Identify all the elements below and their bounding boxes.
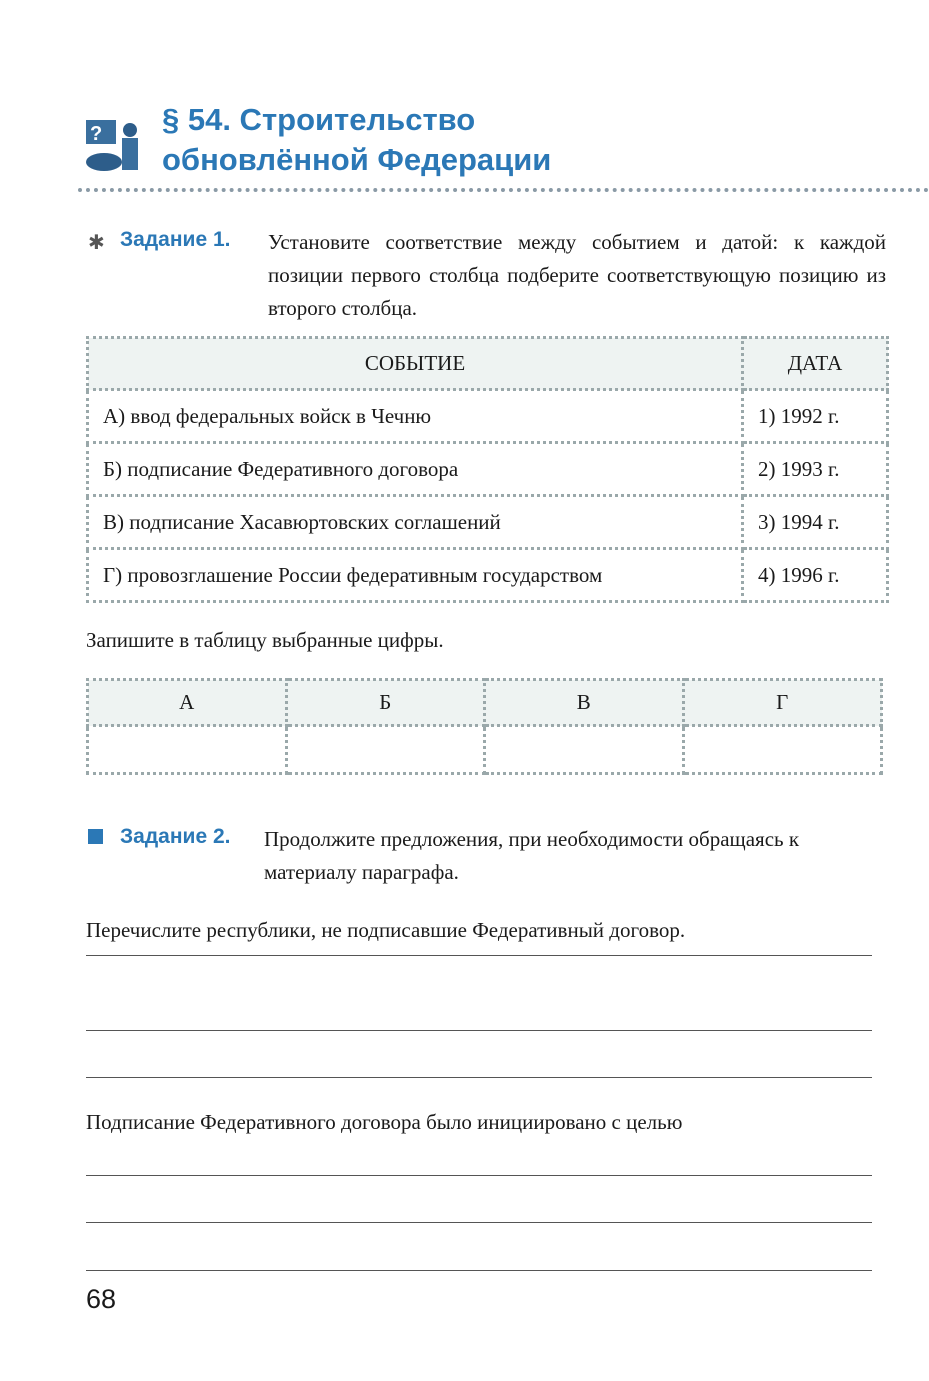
answer-cell-b[interactable]: [286, 726, 485, 774]
answer-header-v: В: [485, 680, 684, 726]
event-cell: В) подписание Хасавюртовских соглашений: [88, 496, 743, 549]
answer-line[interactable]: [86, 1175, 872, 1176]
answer-prompt: Запишите в таблицу выбранные цифры.: [86, 628, 444, 652]
table-row: [88, 390, 888, 443]
date-cell: 2) 1993 г.: [743, 443, 888, 496]
event-cell: Б) подписание Федеративного договора: [88, 443, 743, 496]
svg-text:?: ?: [90, 123, 103, 145]
matching-table: [86, 336, 889, 603]
answer-line[interactable]: [86, 1030, 872, 1031]
title-divider: [78, 188, 929, 192]
prompt-1: Перечислите республики, не подписавшие Федеративный договор.: [86, 918, 686, 942]
answer-cell-a[interactable]: [88, 726, 287, 774]
prompt-2: Подписание Федеративного договора было инициировано с целью: [86, 1110, 683, 1134]
table-row: [88, 496, 888, 549]
answer-header-a: А: [88, 680, 287, 726]
task1-text: Установите соответствие между событием и датой: к каждой позиции первого столбца подберите соответствующую позицию из второго столбца.: [268, 230, 886, 320]
task2-label: Задание 2.: [120, 825, 231, 848]
task1-label: Задание 1.: [120, 228, 231, 251]
date-cell: 3) 1994 г.: [743, 496, 888, 549]
header-event: СОБЫТИЕ: [88, 338, 743, 390]
header-date: ДАТА: [743, 338, 888, 390]
answer-line[interactable]: [86, 1270, 872, 1271]
date-cell: 4) 1996 г.: [743, 549, 888, 602]
task2-text: Продолжите предложения, при необходимости обращаясь к материалу параграфа.: [264, 827, 800, 884]
answer-line[interactable]: [86, 1077, 872, 1078]
asterisk-icon: ✱: [88, 232, 105, 254]
page-number: 68: [86, 1284, 117, 1314]
date-cell: 1) 1992 г.: [743, 390, 888, 443]
answer-cell-v[interactable]: [485, 726, 684, 774]
event-cell: Г) провозглашение России федеративным государством: [88, 549, 743, 602]
event-cell: А) ввод федеральных войск в Чечню: [88, 390, 743, 443]
square-marker-icon: [88, 829, 103, 844]
section-title: [162, 100, 551, 180]
section-logo-icon: [84, 118, 146, 174]
answer-line[interactable]: [86, 955, 872, 956]
table-row: [88, 443, 888, 496]
answer-cell-g[interactable]: [683, 726, 882, 774]
answer-header-b: Б: [286, 680, 485, 726]
answer-table: [86, 678, 883, 775]
title-line-2: обновлённой Федерации: [162, 142, 552, 177]
table-row: [88, 549, 888, 602]
answer-line[interactable]: [86, 1222, 872, 1223]
title-line-1: § 54. Строительство: [162, 102, 476, 137]
answer-header-g: Г: [683, 680, 882, 726]
